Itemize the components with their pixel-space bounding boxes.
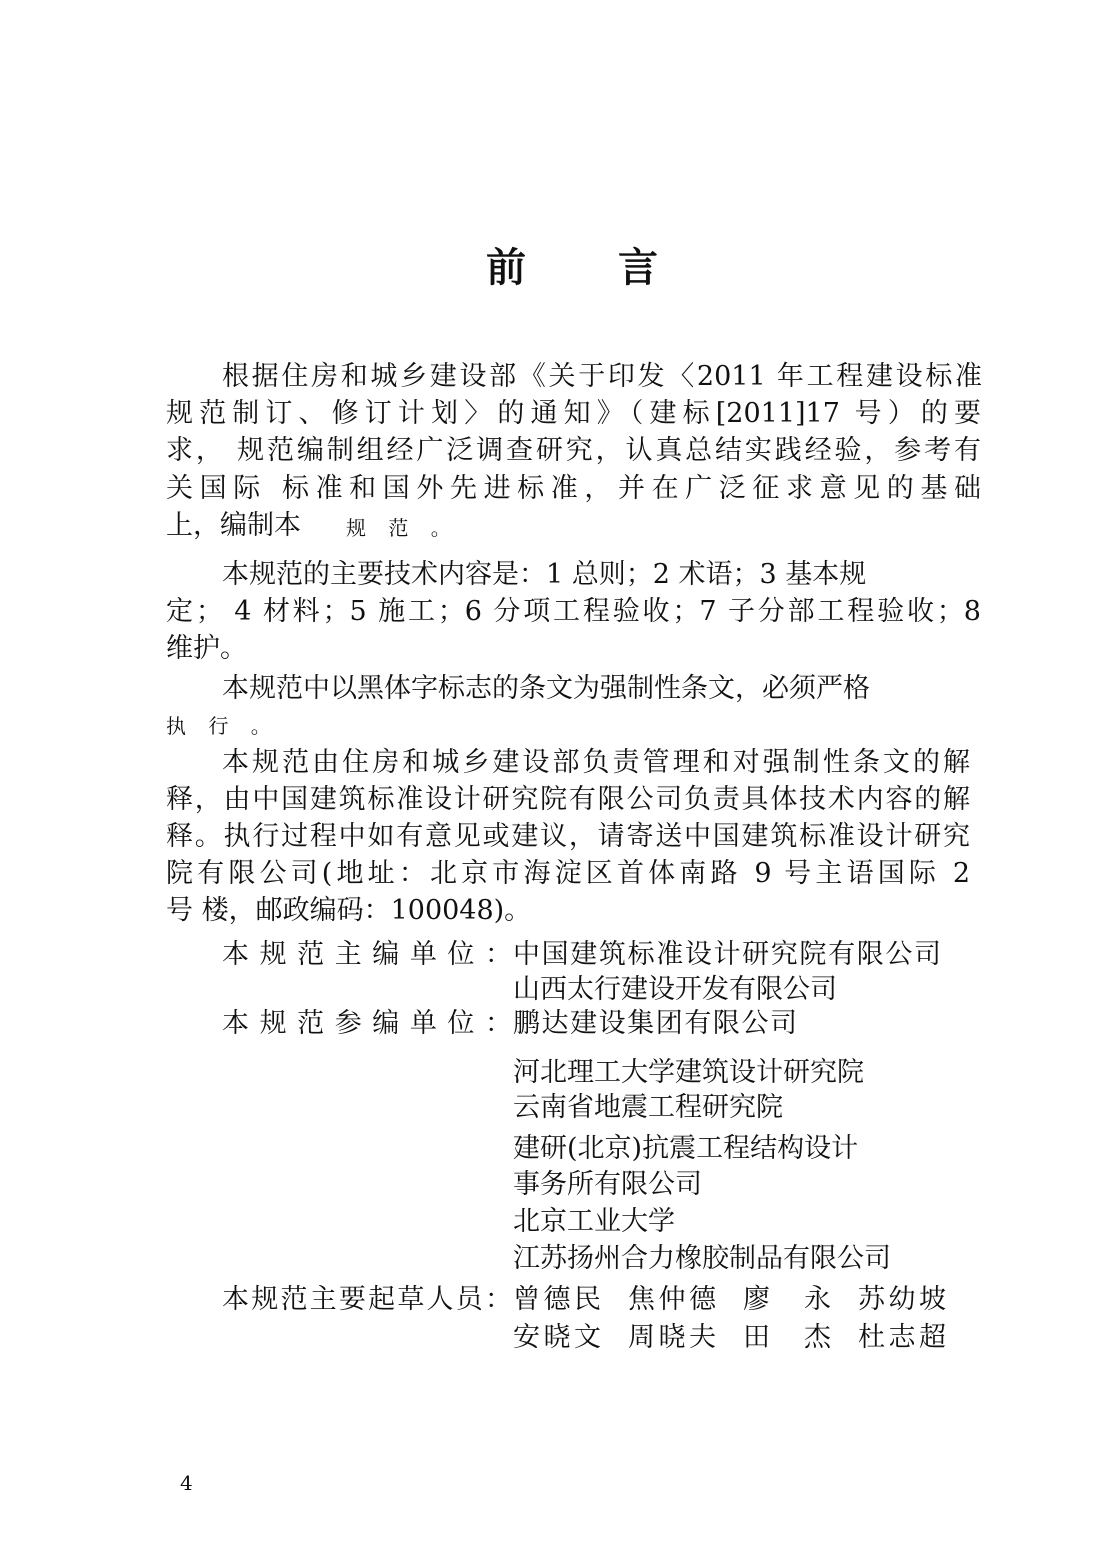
title-char-1: 前 (486, 244, 526, 291)
drafters-label: 本规范主要起草人员： (222, 1284, 512, 1315)
participating-unit-1: 鹏达建设集团有限公司 (513, 1008, 797, 1039)
chief-unit-2: 山西太行建设开发有限公司 (513, 974, 837, 1005)
para4-line-2: 释，由中国建筑标准设计研究院有限公司负责具体技术内容的解 (166, 784, 970, 815)
para2-line-1: 本规范的主要技术内容是：1 总则；2 术语；3 基本规 (222, 559, 867, 590)
para1-line-1: 根据住房和城乡建设部《关于印发〈2011 年工程建设标准 (222, 361, 982, 392)
page-title (0, 238, 1095, 298)
drafter-name: 田 杰 (743, 1322, 831, 1353)
participating-unit-3: 云南省地震工程研究院 (513, 1092, 783, 1123)
drafter-name: 焦仲德 (628, 1284, 716, 1315)
drafter-name: 安晓文 (513, 1322, 601, 1353)
para2-line-2: 定； 4 材料；5 施工；6 分项工程验收；7 子分部工程验收；8 (166, 596, 981, 627)
para4-line-5: 号 楼，邮政编码：100048)。 (166, 895, 532, 926)
drafter-name: 曾德民 (513, 1284, 601, 1315)
participating-unit-2: 河北理工大学建筑设计研究院 (513, 1057, 864, 1088)
participating-unit-6: 北京工业大学 (513, 1206, 675, 1237)
chief-units-label: 本规范主编单位： (222, 939, 512, 970)
para4-line-4: 院有限公司(地址：北京市海淀区首体南路 9 号主语国际 2 (166, 858, 970, 889)
para1-line-2: 规范制订、修订计划〉的通知》（建标[2011]17 号）的要 (166, 398, 981, 429)
participating-unit-7: 江苏扬州合力橡胶制品有限公司 (513, 1243, 891, 1274)
para3-line-1: 本规范中以黑体字标志的条文为强制性条文，必须严格 (222, 673, 870, 704)
para2-line-3: 维护。 (166, 633, 247, 664)
page-number: 4 (180, 1471, 193, 1495)
para1-line-3: 求， 规范编制组经广泛调查研究，认真总结实践经验，参考有 (166, 435, 981, 466)
drafter-name: 周晓夫 (628, 1322, 716, 1353)
para1-line-4: 关国际 标准和国外先进标准，并在广泛征求意见的基础 (166, 473, 981, 504)
para4-line-1: 本规范由住房和城乡建设部负责管理和对强制性条文的解 (222, 747, 970, 778)
para1-line-5-tail: 规 范 。 (346, 516, 459, 540)
para4-line-3: 释。执行过程中如有意见或建议，请寄送中国建筑标准设计研究 (166, 821, 970, 852)
participating-unit-5: 事务所有限公司 (513, 1169, 702, 1200)
para1-line-5: 上，编制本 (166, 510, 301, 541)
drafter-name: 廖 永 (743, 1284, 831, 1315)
para3-line-2: 执 行 。 (166, 714, 279, 738)
drafter-name: 杜志超 (858, 1322, 946, 1353)
drafter-name: 苏幼坡 (858, 1284, 946, 1315)
participating-units-label: 本规范参编单位： (222, 1008, 512, 1039)
title-char-2: 言 (618, 244, 658, 291)
chief-unit-1: 中国建筑标准设计研究院有限公司 (513, 939, 941, 970)
participating-unit-4: 建研(北京)抗震工程结构设计 (513, 1133, 859, 1164)
